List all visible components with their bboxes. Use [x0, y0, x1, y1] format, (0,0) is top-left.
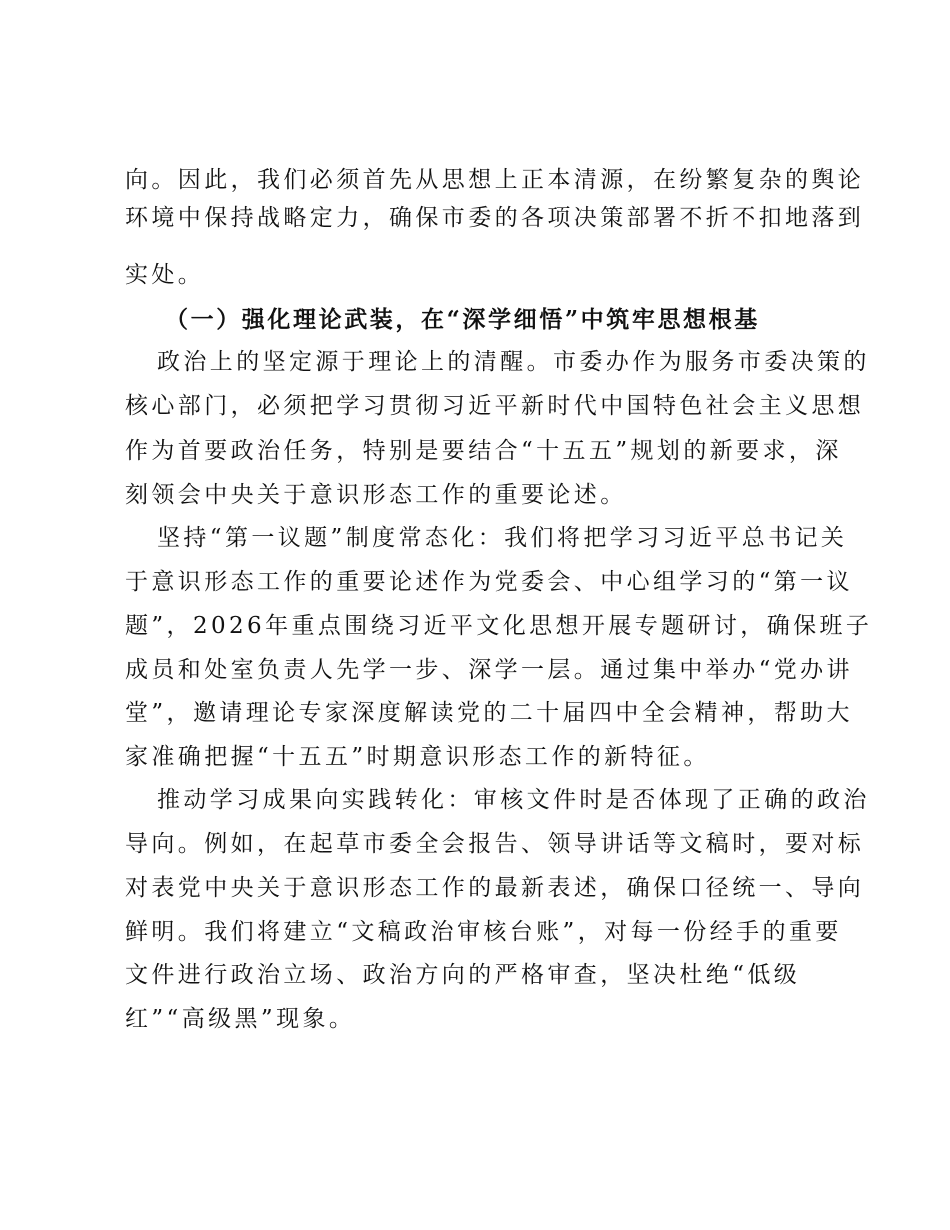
section-heading: （一）强化理论武装，在“深学细悟”中筑牢思想根基	[165, 306, 760, 333]
text-line: 核心部门，必须把学习贯彻习近平新时代中国特色社会主义思想	[125, 393, 865, 419]
text-line: 成员和处室负责人先学一步、深学一层。通过集中举办“党办讲	[125, 657, 853, 683]
text-line: 于意识形态工作的重要论述作为党委会、中心组学习的“第一议	[125, 569, 853, 595]
text-line: 堂”，邀请理论专家深度解读党的二十届四中全会精神，帮助大	[125, 700, 853, 726]
text-line: 实处。	[125, 262, 205, 288]
text-line: 刻领会中央关于意识形态工作的重要论述。	[125, 482, 627, 508]
text-line: 政治上的坚定源于理论上的清醒。市委办作为服务市委决策的	[157, 349, 870, 375]
text-line: 推动学习成果向实践转化：审核文件时是否体现了正确的政治	[157, 787, 870, 813]
text-line: 向。因此，我们必须首先从思想上正本清源，在纷繁复杂的舆论	[125, 167, 865, 193]
text-line: 家准确把握“十五五”时期意识形态工作的新特征。	[125, 744, 710, 770]
text-line: 作为首要政治任务，特别是要结合“十五五”规划的新要求，深	[125, 438, 842, 464]
text-line: 对表党中央关于意识形态工作的最新表述，确保口径统一、导向	[125, 875, 865, 901]
text-line: 题”，2026年重点围绕习近平文化思想开展专题研讨，确保班子	[125, 613, 873, 639]
text-line: 环境中保持战略定力，确保市委的各项决策部署不折不扣地落到	[125, 205, 865, 231]
text-line: 文件进行政治立场、政治方向的严格审查，坚决杜绝“低级	[125, 962, 801, 988]
text-line: 坚持“第一议题”制度常态化：我们将把学习习近平总书记关	[157, 525, 848, 551]
text-line: 鲜明。我们将建立“文稿政治审核台账”，对每一份经手的重要	[125, 919, 842, 945]
text-line: 红”“高级黑”现象。	[125, 1006, 356, 1032]
text-line: 导向。例如，在起草市委全会报告、领导讲话等文稿时，要对标	[125, 831, 865, 857]
